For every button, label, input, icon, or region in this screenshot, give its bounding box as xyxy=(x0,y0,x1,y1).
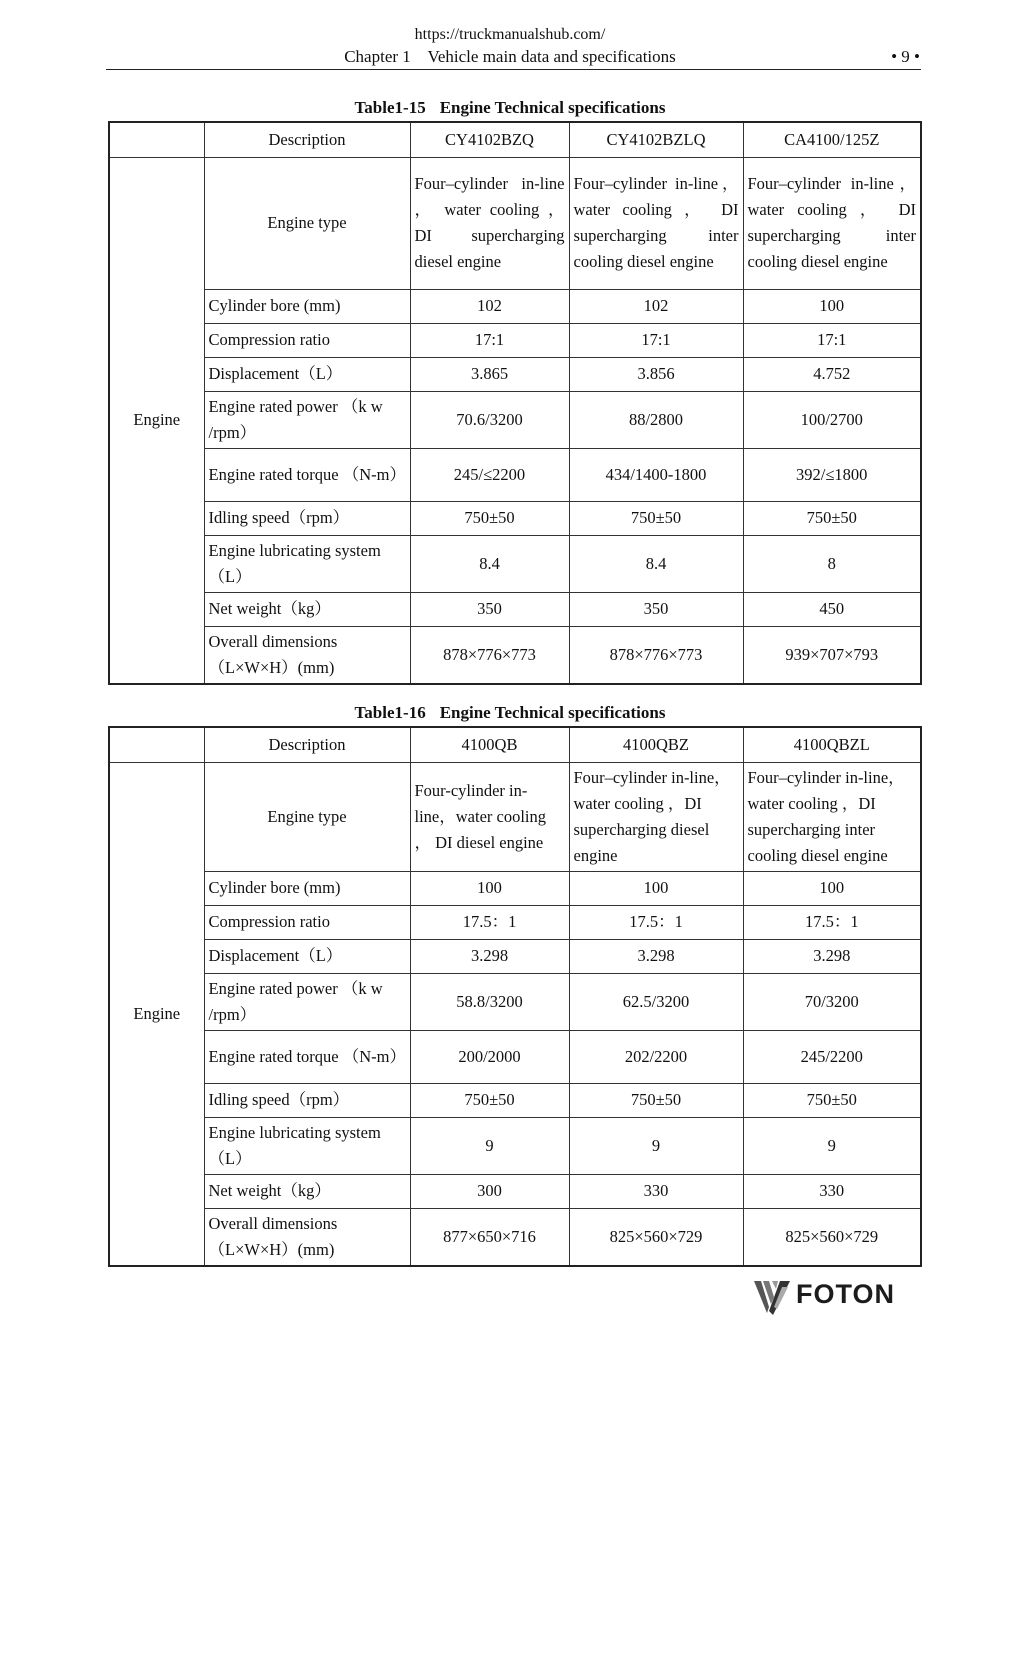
table-row xyxy=(109,357,921,391)
table-cell: 750±50 xyxy=(743,501,921,535)
group-label: Engine xyxy=(109,157,204,684)
table-cell: 245/≤2200 xyxy=(410,448,569,501)
table-row xyxy=(109,1030,921,1083)
table-cell: 392/≤1800 xyxy=(743,448,921,501)
table-caption-id: Table1-16 xyxy=(354,703,426,722)
table-row xyxy=(109,1117,921,1174)
table-cell: 9 xyxy=(410,1117,569,1174)
row-label: Engine rated torque （N-m） xyxy=(204,448,410,501)
row-label: Engine rated torque （N-m） xyxy=(204,1030,410,1083)
table-caption xyxy=(0,703,1020,723)
row-label: Idling speed（rpm） xyxy=(204,1083,410,1117)
spec-table xyxy=(108,121,922,685)
page-number: • 9 • xyxy=(891,47,920,66)
table-row xyxy=(109,871,921,905)
column-header: CA4100/125Z xyxy=(743,122,921,157)
table-cell: 9 xyxy=(743,1117,921,1174)
table-row xyxy=(109,1208,921,1266)
table-row xyxy=(109,939,921,973)
table-row xyxy=(109,905,921,939)
row-label: Engine lubricating system （L） xyxy=(204,1117,410,1174)
table-cell: 3.298 xyxy=(410,939,569,973)
table-cell: 58.8/3200 xyxy=(410,973,569,1030)
table-cell: 750±50 xyxy=(410,501,569,535)
table-cell: 17.5：1 xyxy=(410,905,569,939)
row-label: Overall dimensions （L×W×H）(mm) xyxy=(204,626,410,684)
group-label: Engine xyxy=(109,762,204,1266)
table-row xyxy=(109,157,921,289)
spec-table xyxy=(108,726,922,1267)
table-cell: 3.856 xyxy=(569,357,743,391)
row-label: Engine rated power （k w /rpm） xyxy=(204,973,410,1030)
table-cell: 750±50 xyxy=(569,501,743,535)
table-cell: 434/1400-1800 xyxy=(569,448,743,501)
table-cell: Four-cylinder in-line，water cooling ， DI diesel engine xyxy=(410,762,569,871)
table-row xyxy=(109,592,921,626)
table-cell: 8.4 xyxy=(410,535,569,592)
column-header: CY4102BZQ xyxy=(410,122,569,157)
row-label: Engine type xyxy=(204,762,410,871)
row-label: Engine rated power （k w /rpm） xyxy=(204,391,410,448)
table-cell: 200/2000 xyxy=(410,1030,569,1083)
foton-logo-icon xyxy=(752,1277,794,1317)
row-label: Cylinder bore (mm) xyxy=(204,289,410,323)
table-cell: 100/2700 xyxy=(743,391,921,448)
table-cell: 350 xyxy=(569,592,743,626)
table-cell: 17:1 xyxy=(569,323,743,357)
row-label: Net weight（kg） xyxy=(204,592,410,626)
table-cell: Four–cylinder in-line， water cooling ， DI supercharging inter cooling diesel engine xyxy=(743,157,921,289)
table-cell: 88/2800 xyxy=(569,391,743,448)
empty-corner-cell xyxy=(109,727,204,762)
row-label: Displacement（L） xyxy=(204,357,410,391)
table-cell: 825×560×729 xyxy=(569,1208,743,1266)
table-cell: 17.5：1 xyxy=(743,905,921,939)
table-caption-title: Engine Technical specifications xyxy=(439,703,666,722)
table-caption-title: Engine Technical specifications xyxy=(439,98,666,117)
table-cell: 825×560×729 xyxy=(743,1208,921,1266)
table-cell: 877×650×716 xyxy=(410,1208,569,1266)
table-cell: 17:1 xyxy=(410,323,569,357)
table-row xyxy=(109,626,921,684)
row-label: Cylinder bore (mm) xyxy=(204,871,410,905)
table-header-row xyxy=(109,727,921,762)
row-label: Idling speed（rpm） xyxy=(204,501,410,535)
column-header: Description xyxy=(204,727,410,762)
table-caption xyxy=(0,98,1020,118)
table-cell: 62.5/3200 xyxy=(569,973,743,1030)
table-cell: 3.298 xyxy=(743,939,921,973)
column-header: CY4102BZLQ xyxy=(569,122,743,157)
table-row xyxy=(109,289,921,323)
table-cell: 300 xyxy=(410,1174,569,1208)
column-header: 4100QB xyxy=(410,727,569,762)
table-row xyxy=(109,323,921,357)
table-cell: 8.4 xyxy=(569,535,743,592)
table-header-row xyxy=(109,122,921,157)
column-header: 4100QBZ xyxy=(569,727,743,762)
table-cell: 330 xyxy=(743,1174,921,1208)
row-label: Displacement（L） xyxy=(204,939,410,973)
foton-logo xyxy=(752,1277,922,1317)
header-url: https://truckmanualshub.com/ xyxy=(414,26,606,43)
table-cell: 102 xyxy=(569,289,743,323)
table-cell: 878×776×773 xyxy=(410,626,569,684)
row-label: Engine lubricating system （L） xyxy=(204,535,410,592)
table-cell: 750±50 xyxy=(569,1083,743,1117)
table-cell: 4.752 xyxy=(743,357,921,391)
table-cell: Four–cylinder in-line ， water cooling ， DI supercharging diesel engine xyxy=(410,157,569,289)
row-label: Compression ratio xyxy=(204,905,410,939)
table-cell: 3.865 xyxy=(410,357,569,391)
table-cell: 100 xyxy=(569,871,743,905)
table-cell: 878×776×773 xyxy=(569,626,743,684)
row-label: Net weight（kg） xyxy=(204,1174,410,1208)
table-cell: 17:1 xyxy=(743,323,921,357)
empty-corner-cell xyxy=(109,122,204,157)
table-cell: 70/3200 xyxy=(743,973,921,1030)
table-cell: 202/2200 xyxy=(569,1030,743,1083)
table-row xyxy=(109,973,921,1030)
table-cell: 450 xyxy=(743,592,921,626)
header-rule xyxy=(106,69,921,70)
table-caption-id: Table1-15 xyxy=(354,98,426,117)
table-cell: 939×707×793 xyxy=(743,626,921,684)
table-cell: 3.298 xyxy=(569,939,743,973)
logo-wordmark: FOTON xyxy=(796,1279,895,1309)
row-label: Compression ratio xyxy=(204,323,410,357)
table-cell: 245/2200 xyxy=(743,1030,921,1083)
table-cell: 750±50 xyxy=(410,1083,569,1117)
table-row xyxy=(109,501,921,535)
table-row xyxy=(109,535,921,592)
table-cell: 100 xyxy=(743,871,921,905)
table-cell: Four–cylinder in-line， water cooling ，DI supercharging inter cooling diesel engine xyxy=(743,762,921,871)
table-row xyxy=(109,1083,921,1117)
column-header: Description xyxy=(204,122,410,157)
table-cell: 330 xyxy=(569,1174,743,1208)
table-row xyxy=(109,762,921,871)
table-cell: 100 xyxy=(410,871,569,905)
table-row xyxy=(109,1174,921,1208)
column-header: 4100QBZL xyxy=(743,727,921,762)
table-cell: 750±50 xyxy=(743,1083,921,1117)
table-cell: Four–cylinder in-line， water cooling ，DI supercharging diesel engine xyxy=(569,762,743,871)
table-cell: 17.5：1 xyxy=(569,905,743,939)
table-cell: 100 xyxy=(743,289,921,323)
table-cell: 9 xyxy=(569,1117,743,1174)
chapter-title: Chapter 1 Vehicle main data and specifications xyxy=(344,47,676,66)
table-row xyxy=(109,448,921,501)
row-label: Engine type xyxy=(204,157,410,289)
row-label: Overall dimensions （L×W×H）(mm) xyxy=(204,1208,410,1266)
table-cell: 8 xyxy=(743,535,921,592)
table-cell: 70.6/3200 xyxy=(410,391,569,448)
table-cell: Four–cylinder in-line， water cooling ， DI supercharging inter cooling diesel engine xyxy=(569,157,743,289)
table-row xyxy=(109,391,921,448)
table-cell: 350 xyxy=(410,592,569,626)
table-cell: 102 xyxy=(410,289,569,323)
